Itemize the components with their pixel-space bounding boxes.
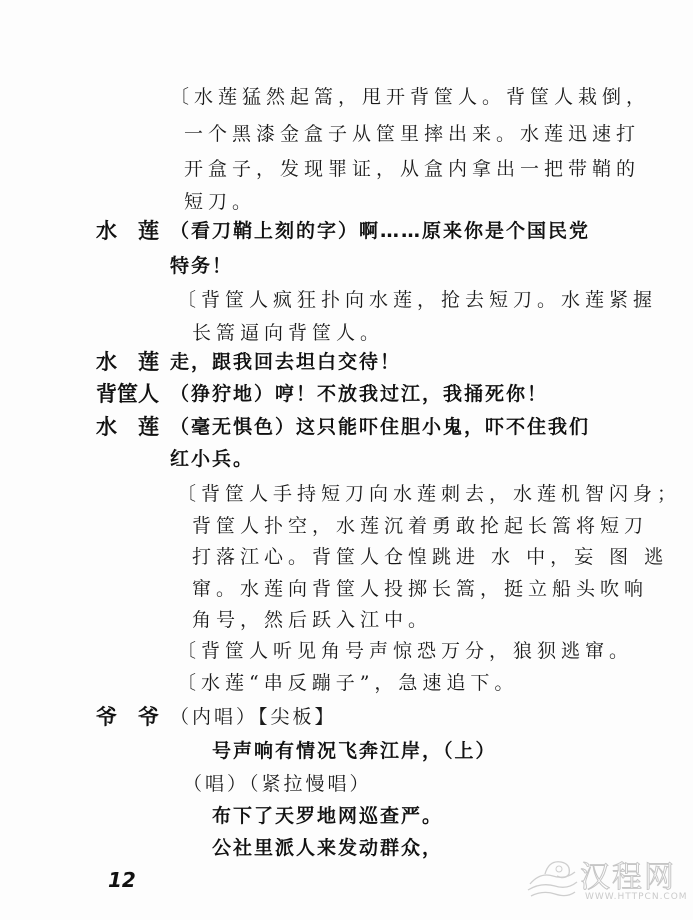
- dialogue-line: （内唱）【尖板】: [170, 706, 337, 728]
- stage-direction-line: 〔背筐人手持短刀向水莲刺去，水莲机智闪身；: [177, 483, 682, 505]
- dialogue-line: 特务！: [170, 255, 234, 277]
- stage-direction-line: 背筐人扑空，水莲沉着勇敢抡起长篙将短刀: [192, 515, 649, 537]
- watermark-url: WWW.HTTPCN.COM: [585, 892, 688, 902]
- singing-direction: （唱）（紧拉慢唱）: [183, 773, 372, 795]
- stage-direction-line: 打落江心。背筐人仓惶跳进 水 中，妄 图 逃: [192, 546, 669, 568]
- lyric-line: 公社里派人来发动群众，: [212, 837, 444, 859]
- dialogue-line: （狰狞地）哼！不放我过江，我捅死你！: [170, 383, 549, 405]
- stage-direction-line: 窜。水莲向背筐人投掷长篙，挺立船头吹响: [192, 578, 649, 600]
- stage-direction-line: 〔背筐人疯狂扑向水莲，抢去短刀。水莲紧握: [177, 289, 658, 311]
- lyric-line: 号声响有情况飞奔江岸，（上）: [212, 740, 497, 762]
- speaker-name: 水 莲: [96, 219, 159, 243]
- speaker-name: 爷 爷: [96, 705, 159, 729]
- dialogue-line: 走，跟我回去坦白交待！: [170, 351, 402, 373]
- lyric-line: 布下了天罗地网巡查严。: [212, 805, 444, 827]
- speaker-name: 背筐人: [96, 382, 159, 406]
- dialogue-line: （看刀鞘上刻的字）啊……原来你是个国民党: [170, 220, 591, 242]
- stage-direction-line: 开盒子，发现罪证，从盒内拿出一把带鞘的: [184, 158, 641, 180]
- stage-direction-line: 长篙逼向背筐人。: [192, 322, 385, 344]
- page-number: 12: [108, 868, 136, 892]
- stage-direction-line: 〔背筐人听见角号声惊恐万分，狼狈逃窜。: [177, 640, 634, 662]
- stage-direction-line: 一个黑漆金盒子从筐里摔出来。水莲迅速打: [184, 123, 641, 145]
- dialogue-line: 红小兵。: [170, 448, 255, 470]
- dialogue-line: （毫无惧色）这只能吓住胆小鬼，吓不住我们: [170, 416, 591, 438]
- stage-direction-line: 角号，然后跃入江中。: [192, 609, 433, 631]
- watermark-name: 汉程网: [580, 860, 676, 895]
- speaker-name: 水 莲: [96, 350, 159, 374]
- stage-direction-line: 短刀。: [184, 191, 257, 213]
- speaker-name: 水 莲: [96, 415, 159, 439]
- wave-logo-icon: [525, 854, 580, 904]
- watermark: [525, 852, 688, 912]
- stage-direction-line: 〔水莲猛然起篙，甩开背筐人。背筐人栽倒，: [170, 86, 651, 108]
- stage-direction-line: 〔水莲“串反蹦子”，急速追下。: [177, 672, 519, 694]
